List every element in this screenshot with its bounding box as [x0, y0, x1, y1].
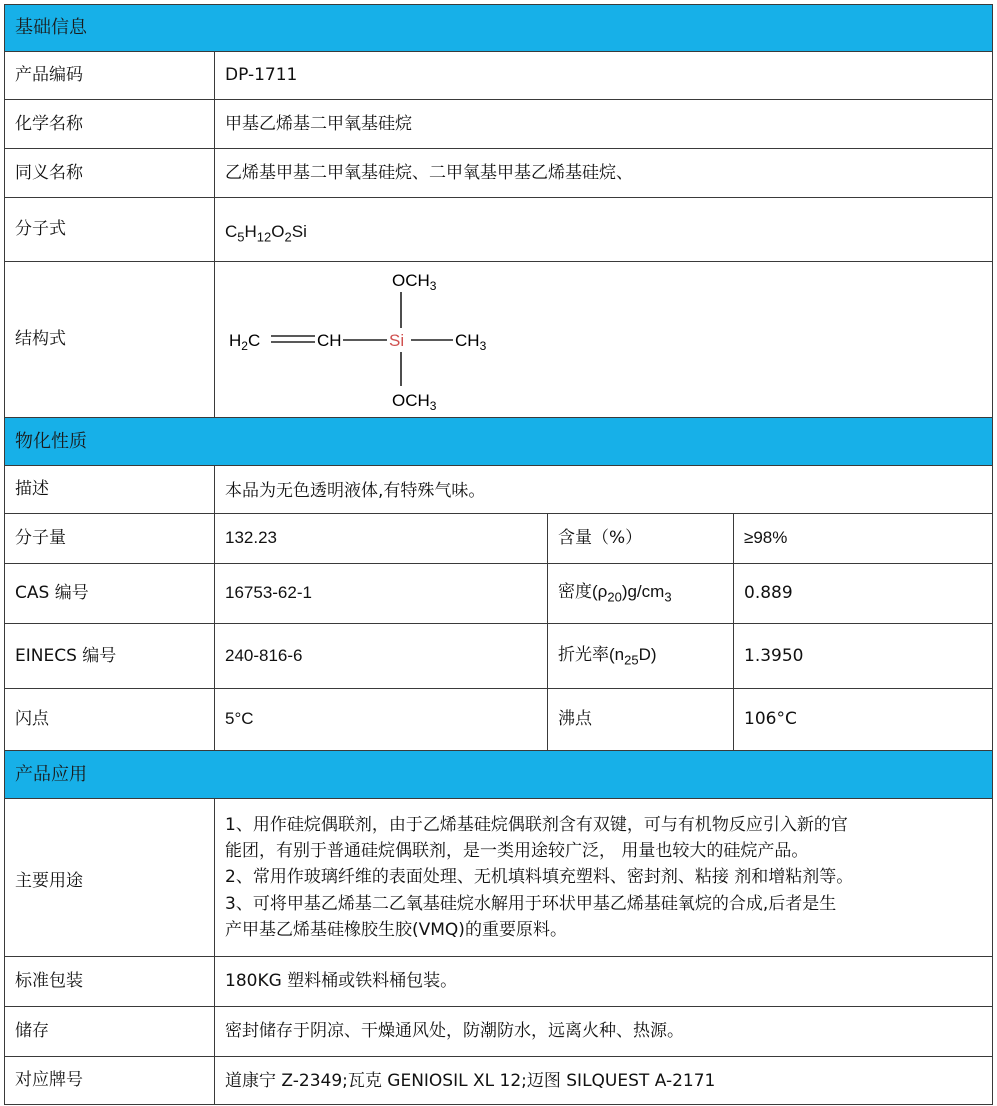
formula-h-sub: 12 — [256, 229, 272, 245]
row-flash — [5, 689, 993, 751]
ch3-text: $CH_3$ — [455, 331, 487, 353]
storage-label: 储存 — [5, 1007, 215, 1057]
bp-label: 沸点 — [548, 689, 734, 751]
chem-name-label: 化学名称 — [5, 100, 215, 149]
synonym-label: 同义名称 — [5, 149, 215, 198]
chem-name-value: 甲基乙烯基二甲氧基硅烷 — [215, 100, 993, 149]
refr-label — [548, 624, 734, 689]
storage-value: 密封储存于阴凉、干燥通风处，防潮防水，远离火种、热源。 — [215, 1007, 993, 1057]
mw-value: 132.23 — [215, 514, 548, 564]
mw-label: 分子量 — [5, 514, 215, 564]
flash-label: 闪点 — [5, 689, 215, 751]
row-usage — [5, 799, 993, 957]
content-value: ≥98% — [734, 514, 993, 564]
refr-value: 1.3950 — [734, 624, 993, 689]
formula-label: 分子式 — [5, 198, 215, 262]
usage-line: 产甲基乙烯基硅橡胶生胶(VMQ)的重要原料。 — [225, 920, 567, 941]
brand-label: 对应牌号 — [5, 1057, 215, 1105]
row-package — [5, 957, 993, 1007]
row-synonyms — [5, 149, 993, 198]
desc-value: 本品为无色透明液体,有特殊气味。 — [215, 466, 993, 514]
spec-sheet — [4, 4, 992, 1105]
einecs-value: 240-816-6 — [215, 624, 548, 689]
row-mw — [5, 514, 993, 564]
si-text: Si — [389, 331, 405, 350]
row-storage — [5, 1007, 993, 1057]
row-product-code — [5, 52, 993, 100]
flash-value: 5°C — [215, 689, 548, 751]
section-properties — [5, 418, 993, 466]
refr-label-sub: 25 — [624, 652, 639, 668]
formula-si: Si — [291, 222, 307, 242]
usage-line: 2、常用作玻璃纤维的表面处理、无机填料填充塑料、密封剂、粘接 剂和增粘剂等。 — [225, 867, 854, 888]
row-formula — [5, 198, 993, 262]
h2c-text: $H_2C$ — [229, 331, 261, 353]
usage-value — [215, 799, 993, 957]
density-label — [548, 564, 734, 624]
row-brand — [5, 1057, 993, 1105]
brand-value: 道康宁 Z-2349;瓦克 GENIOSIL XL 12;迈图 SILQUEST A-2171 — [215, 1057, 993, 1105]
usage-line: 3、可将甲基乙烯基二乙氧基硅烷水解用于环状甲基乙烯基硅氧烷的合成,后者是生 — [225, 893, 837, 914]
product-code-label: 产品编码 — [5, 52, 215, 100]
bp-value: 106°C — [734, 689, 993, 751]
section-basic-info — [5, 5, 993, 52]
formula-c: C — [225, 222, 238, 242]
formula-c-sub: 5 — [237, 229, 245, 245]
row-einecs — [5, 624, 993, 689]
structure-label: 结构式 — [5, 262, 215, 418]
package-value: 180KG 塑料桶或铁料桶包装。 — [215, 957, 993, 1007]
usage-label: 主要用途 — [5, 799, 215, 957]
einecs-label: EINECS 编号 — [5, 624, 215, 689]
usage-line: 能团，有别于普通硅烷偶联剂，是一类用途较广泛， 用量也较大的硅烷产品。 — [225, 840, 809, 861]
refr-label-pre: 折光率(n — [558, 644, 625, 664]
product-code-value: DP-1711 — [215, 52, 993, 100]
formula-value — [215, 198, 993, 262]
section-application — [5, 751, 993, 799]
section-title: 物化性质 — [5, 418, 993, 466]
row-cas — [5, 564, 993, 624]
structure-cell — [215, 262, 993, 418]
density-label-pre: 密度(ρ — [558, 582, 608, 602]
spec-table — [4, 4, 993, 1105]
section-title: 基础信息 — [5, 5, 993, 52]
density-label-mid: )g/cm — [621, 582, 665, 602]
density-label-sub1: 20 — [607, 589, 622, 605]
och3-bottom-text: $OCH_3$ — [392, 391, 437, 413]
structure-diagram — [215, 262, 535, 416]
row-chem-name — [5, 100, 993, 149]
desc-label: 描述 — [5, 466, 215, 514]
formula-o: O — [271, 222, 285, 242]
cas-label: CAS 编号 — [5, 564, 215, 624]
formula-h: H — [244, 222, 257, 242]
refr-label-post: D) — [638, 644, 657, 664]
synonym-value: 乙烯基甲基二甲氧基硅烷、二甲氧基甲基乙烯基硅烷、 — [215, 149, 993, 198]
package-label: 标准包装 — [5, 957, 215, 1007]
content-label: 含量（%） — [548, 514, 734, 564]
formula-o-sub: 2 — [284, 229, 292, 245]
ch-text: CH — [317, 331, 342, 350]
row-description — [5, 466, 993, 514]
row-structure — [5, 262, 993, 418]
density-label-sub2: 3 — [664, 589, 672, 605]
och3-top-text: $OCH_3$ — [392, 271, 437, 293]
usage-line: 1、用作硅烷偶联剂，由于乙烯基硅烷偶联剂含有双键，可与有机物反应引入新的官 — [225, 814, 848, 835]
section-title: 产品应用 — [5, 751, 993, 799]
density-value: 0.889 — [734, 564, 993, 624]
cas-value: 16753-62-1 — [215, 564, 548, 624]
